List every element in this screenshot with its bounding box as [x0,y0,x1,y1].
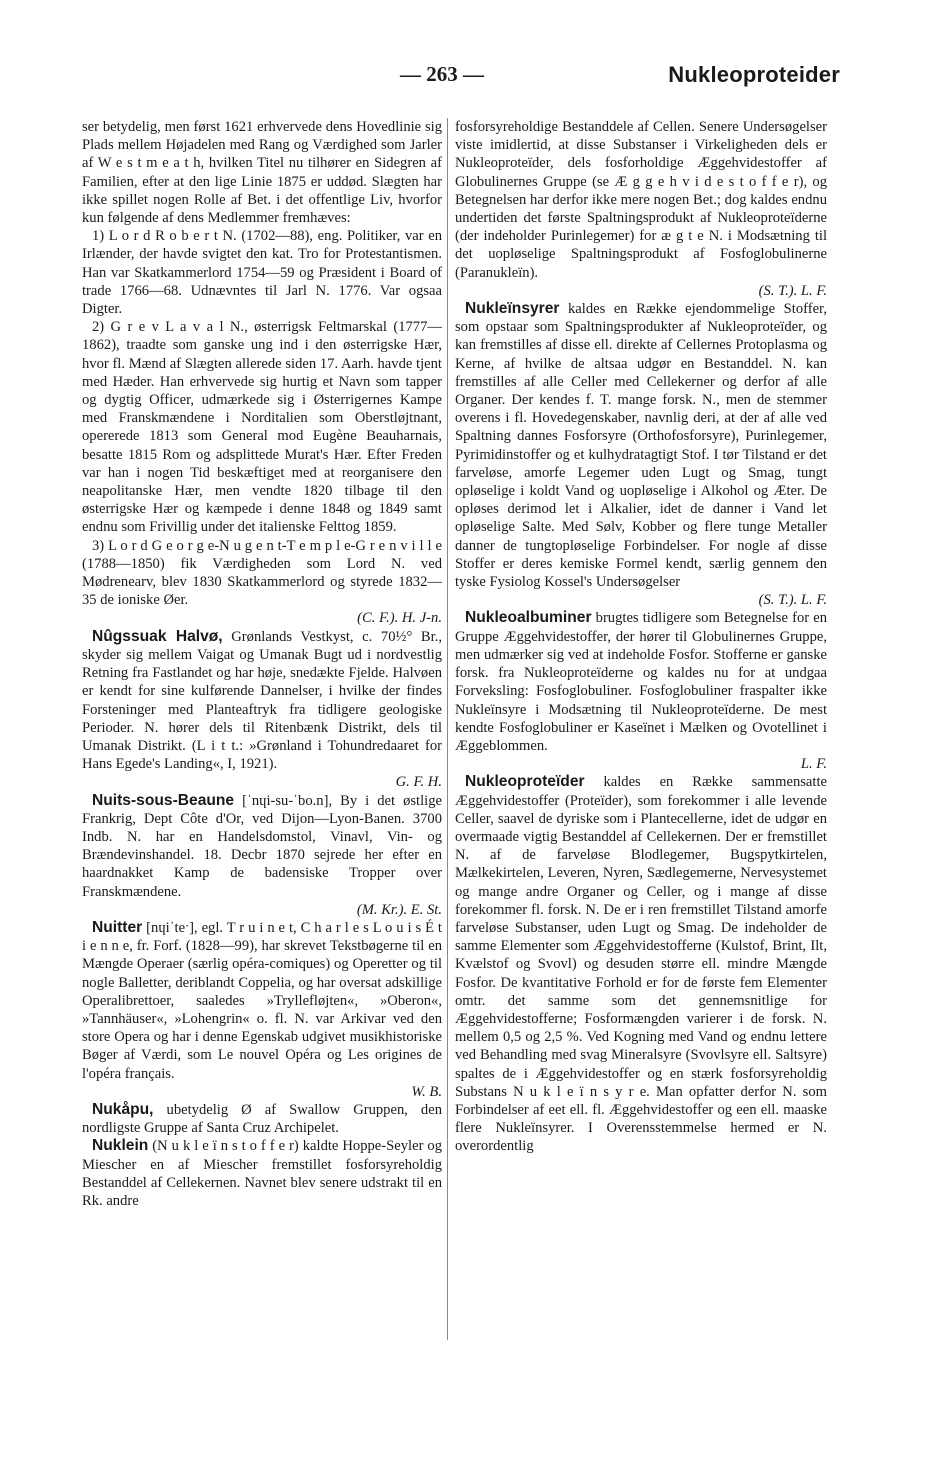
entry-signature: (M. Kr.). E. St. [356,901,442,918]
page-number: — 263 — [400,62,484,86]
entry-text: kaldes en Række sammensatte Æggehvidestoffer (Proteïder), som forekommer i alle levende Celler, saavel de dyriske som i Plantecellerne, idet de udgør en overmaade vigtig Bestanddel af Cellekernen. Der er fremstillet N. af de farveløse Blodlegemer, Bugspytkirtelen, Mælkekirtelen, Leveren, Nyren, Sædlegemerne, Nervesystemet og mange andre Organer og Celler, og i mange af disse forekommer fl. forsk. N. De er i ren fremstillet Tilstand amorfe farveløse Substanser, uden Lugt og Smag. De indeholder de samme Elementer som Æggehvidestofferne (Kulstof, Brint, Ilt, Kvælstof og Svovl) og desuden større ell. mindre Mængde Fosfor. De kvantitative Forhold er for de første fem Elementer omtr. det samme som det gennemsnitlige for Æggehvidestofferne; Fosformængden varierer i de forsk. N. mellem 0,5 og 2,5 %. Ved Kogning med Vand og endnu lettere ved Behandling med svag Mineralsyre (Svovlsyre ell. Saltsyre) spaltes de i Æggehvidestoffer og en stærk fosforsyreholdig Substans N u k l e ï n s y r e. Man opfatter derfor N. som Forbindelser af eet ell. fl. Æggehvidestoffer og een ell. maaske flere Nukleïnsyrer. I Overensstemmelse hermed er N. overordentlig [455,774,827,1155]
entry-signature: L. F. [800,756,827,773]
sub-entry [82,537,442,610]
dictionary-entry [82,1101,442,1137]
right-column [455,118,827,1156]
entry-text: [nɥiˈteˑ], egl. T r u i n e t, C h a r l e s L o u i s É t i e n n e, fr. Forf. (1828—99), har skrevet Tekstbøgerne til en Mængde Operaer (særlig opéra-comiques) og Operetter og til nogle Balletter, deriblandt Coppelia, og har oversat adskillige Operalibrettoer, saaledes »Tryllefløjten«, »Oberon«, »Tannhäuser«, »Lohengrin« o. fl. N. var Arkivar ved den store Opera og har i denne Egenskab udgivet musikhistoriske Bøger af Værdi, som Le nouvel Opéra og Les origines de l'opéra français. [82,919,442,1082]
left-column [82,118,442,1210]
entry-text: 1) L o r d R o b e r t N. (1702—88), eng. Politiker, var en Irlænder, der havde svigtet den kat. Tro for Protestantismen. Han var Skatkammerlord 1754—59 og Præsident i Board of trade 1766—68. Udnævntes til Jarl N. 1776. Var ogsaa Digter. [82,228,442,318]
dictionary-entry [82,628,442,774]
dictionary-entry [82,1137,442,1210]
entry-text: Grønlands Vestkyst, c. 70½° Br., skyder sig mellem Vaigat og Umanak Bugt ud i nordvestlig Retning fra Fastlandet og har høje, snedækte Fjelde. Halvøen er kendt for sine kulførende Dannelser, i hvilke der findes Forsteninger med Planteaftryk fra tidligere geologiske Perioder. N. hører dels til Ritenbænk Distrikt, dels til Umanak Distrikt. (L i t t.: »Grønland i Tohundredaaret for Hans Egede's Landing«, I, 1921). [82,628,442,773]
entry-signature: W. B. [411,1083,442,1100]
dictionary-entry [455,118,827,282]
entry-signature: (S. T.). L. F. [758,282,827,299]
dictionary-entry [455,300,827,591]
entry-text: ubetydelig Ø af Swallow Gruppen, den nordligste Gruppe af Santa Cruz Archipelet. [82,1101,442,1137]
dictionary-entry [82,118,442,227]
entry-text: fosforsyreholdige Bestanddele af Cellen. Senere Undersøgelser viste imidlertid, at disse Substanser i Virkeligheden dels er Nukleoproteïder, dels fosforholdige Æggehvidestoffer af Globulinernes Gruppe (se Æ g g e h v i d e s t o f f e r), og Betegnelsen har derfor ikke mere nogen Bet.; dog kaldes endnu undertiden det første Spaltningsprodukt af Nukleoproteïderne (der indeholder Purinlegemer) for æ g t e N. i Modsætning til det uopløselige Spaltningsprodukt af Fosfoglobulinerne (Paranukleïn). [455,119,827,281]
column-divider [447,118,448,1340]
sub-entry [82,227,442,318]
entry-signature: G. F. H. [395,774,442,791]
entry-text: (N u k l e ï n s t o f f e r) kaldte Hoppe-Seyler og Miescher en af Miescher fremstillet fosforsyreholdig Bestanddel af Cellekernen. Navnet blev senere udstrakt til en Rk. andre [82,1138,442,1209]
entry-headword: Nukåpu, [92,1100,154,1118]
dictionary-entry [455,609,827,755]
entry-text: [ˈnɥi-su-ˈbo.n], By i det østlige Frankrig, Dept Côte d'Or, ved Dijon—Lyon-Banen. 3700 Indb. N. har en Handelsdomstol, Vinavl, Vin- og Brændevinshandel. 18. Decbr 1870 sejrede her efter en haardnakket Kamp de badensiske Tropper over Franskmændene. [82,792,442,900]
dictionary-entry [82,792,442,901]
entry-headword: Nukleoalbuminer [465,609,592,627]
entry-text: kaldes en Række ejendommelige Stoffer, som opstaar som Spaltningsprodukter af Nukleoproteïder, og kan fremstilles af disse ell. direkte af Cellernes Protoplasma og Kerne, af hvilke de altsaa udgør en Bestanddel. N. kan fremstilles af alle Celler med Cellekerner og derfor af alle Organer. Der kendes f. T. mange forsk. N., men de stemmer overens i fl. Hovedegenskaber, navnlig deri, at der af alle ved Spaltning dannes Fosforsyre (Orthofosforsyre), Purinlegemer, Pyrimidinstoffer og et kulhydratagtigt Stof. I tør Tilstand er det farveløse, amorfe Legemer uden Lugt og Smag, tungt opløselige i koldt Vand og uopløselige i Alkohol og Æter. De opløses derimod let i Alkalier, idet de danner i Vand let opløselige Salte. Med Sølv, Kobber og flere tunge Metaller danner de tungtopløselige Forbindelser. For nogle af disse Stoffer er deres kemiske Formel kendt, særlig gennem den tyske Fysiolog Kossel's Undersøgelser [455,301,827,591]
entry-signature: (C. F.). H. J-n. [357,610,442,627]
entry-text: 3) L o r d G e o r g e-N u g e n t-T e m p l e-G r e n v i l l e (1788—1850) fik Værdigheden som Lord N. ved Mødrenearv, blev 1830 Skatkammerlord og styrede 1832—35 de ioniske Øer. [82,537,442,609]
dictionary-entry [82,919,442,1083]
running-head: Nukleoproteider [668,62,840,87]
entry-headword: Nukleoproteïder [465,773,585,791]
entry-headword: Nuits-sous-Beaune [92,791,235,809]
entry-text: 2) G r e v L a v a l N., østerrigsk Feltmarskal (1777—1862), traadte som ganske ung ind i den østerrigske Hær, hvor fl. Mænd af Slægten allerede siden 17. Aarh. havde tjent med Hæder. Han erhvervede sig hurtig et Navn som tapper og dygtig Officer, udmærkede sig i Østerrigernes Kampe med Franskmændene i Norditalien som Oberstløjtnant, opererede 1813 som General mod Eugène Beauharnais, besatte 1815 Rom og adsplittede Murat's Hær. Efter Freden var han i nogen Tid beskæftiget med at reorganisere den neapolitanske Hær, men vendte 1820 tilbage til den østerrigske Hær og kæmpede i denne 1848 og 1849 samt endnu som Frivillig under det italienske Felttog 1859. [82,319,442,536]
entry-headword: Nukleïnsyrer [465,300,560,318]
page-header [80,62,840,102]
entry-signature: (S. T.). L. F. [758,592,827,609]
entry-text: ser betydelig, men først 1621 erhvervede dens Hovedlinie sig Plads mellem Højadelen med Rang og Værdighed som Jarler af W e s t m e a t h, hvilken Titel nu tilhører en Sidegren af Familien, efter at den lige Linie 1875 er uddød. Slægten har ikke spillet nogen Rolle af Bet. i det offentlige Liv, hvorfor kun følgende af dens Medlemmer fremhæves: [82,119,442,227]
dictionary-entry [455,773,827,1155]
sub-entry [82,318,442,536]
entry-headword: Nûgssuak Halvø, [92,627,223,645]
entry-headword: Nuitter [92,918,143,936]
entry-headword: Nuklein [92,1137,149,1155]
entry-text: brugtes tidligere som Betegnelse for en Gruppe Æggehvidestoffer, der hører til Globulinernes Gruppe, men udmærker sig ved at indeholde Fosfor. Stofferne er ganske forsk. fra Nukleoproteïderne og kaldes nu for at undgaa Forveksling: Fosfoglobuliner. Fosfoglobuliner fraspalter ikke Nukleïnsyre i Modsætning til Nukleoproteïderne. De mest kendte Fosfoglobuliner er Kaseïnet i Mælken og Ovotellinet i Æggeblommen. [455,610,827,754]
